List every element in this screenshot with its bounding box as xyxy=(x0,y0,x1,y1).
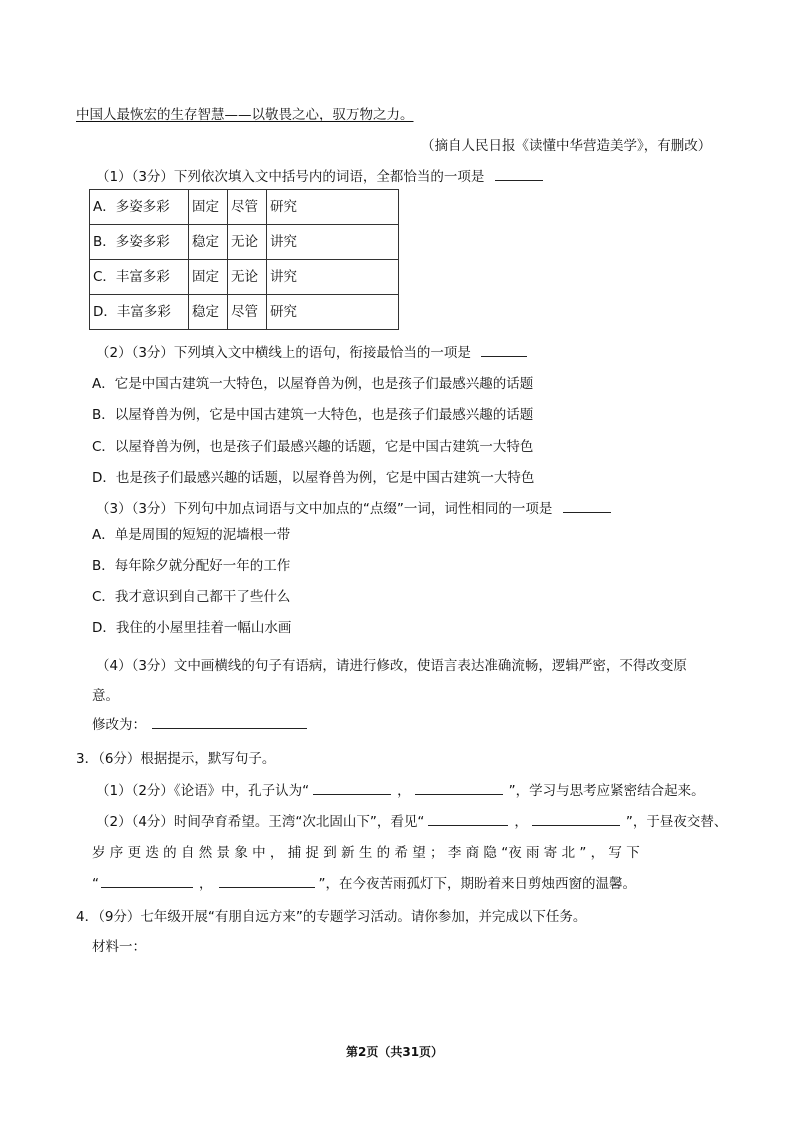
source-note: （摘自人民日报《读懂中华营造美学》，有删改） xyxy=(421,138,712,154)
blank-6 xyxy=(219,873,315,888)
fix-blank xyxy=(152,714,307,729)
q3-item2-line3 xyxy=(92,872,636,892)
q3-item2-line2: 岁 序 更 迭 的 自 然 景 象 中 ， 捕 捉 到 新 生 的 希 望 ； 李 商 隐 “夜 雨 寄 北 ” ， 写 下 xyxy=(92,845,640,861)
table-cell: 讲究 xyxy=(267,260,399,295)
table-cell: A．多姿多彩 xyxy=(90,190,189,225)
q2-2-prompt xyxy=(96,341,527,361)
q2-3-option-c: C．我才意识到自己都干了些什么 xyxy=(92,589,291,605)
table-cell: 讲究 xyxy=(267,225,399,260)
q3-item2-line1 xyxy=(96,810,727,830)
q3-item1-comma: ， xyxy=(397,783,411,799)
q3-item2-suffix: ”，于昼夜交替、 xyxy=(625,814,728,830)
table-cell: B．多姿多彩 xyxy=(90,225,189,260)
q3-item2-prefix: （2）（4分）时间孕育希望。王湾“次北固山下”，看见“ xyxy=(96,814,425,830)
table-row xyxy=(90,190,399,225)
table-row xyxy=(90,295,399,330)
table-cell: 无论 xyxy=(228,260,267,295)
q2-3-option-a: A．单是周围的短短的泥墙根一带 xyxy=(92,527,291,543)
q4-header: 4．（9分）七年级开展“有朋自远方来”的专题学习活动。请你参加，并完成以下任务。 xyxy=(76,909,587,925)
q3-item1-suffix: ”，学习与思考应紧密结合起来。 xyxy=(508,783,705,799)
q2-3-option-d: D．我住的小屋里挂着一幅山水画 xyxy=(92,620,292,636)
q2-2-prompt-text: （2）（3分）下列填入文中横线上的语句，衔接最恰当的一项是 xyxy=(96,345,471,361)
table-cell: C．丰富多彩 xyxy=(90,260,189,295)
q3-item2-line3-suffix: ”，在今夜苦雨孤灯下，期盼着来日剪烛西窗的温馨。 xyxy=(318,876,636,892)
table-cell: 无论 xyxy=(228,225,267,260)
fix-label: 修改为： xyxy=(92,717,146,733)
underlined-sentence: 中国人最恢宏的生存智慧——以敬畏之心，驭万物之力。 xyxy=(76,107,414,123)
blank-5 xyxy=(101,873,193,888)
table-cell: 研究 xyxy=(267,190,399,225)
q3-item2-comma2: ， xyxy=(199,876,213,892)
blank-3 xyxy=(428,811,508,826)
q3-item1-prefix: （1）（2分）《论语》中，孔子认为“ xyxy=(96,783,310,799)
q2-4-prompt-line2: 意。 xyxy=(92,688,119,704)
page-number: 第2页（共31页） xyxy=(346,1045,444,1059)
q3-item2-open-quote: “ xyxy=(92,876,99,892)
q2-2-option-d: D．也是孩子们最感兴趣的话题，以屋脊兽为例，它是中国古建筑一大特色 xyxy=(92,470,535,486)
q2-1-prompt-text: （1）（3分）下列依次填入文中括号内的词语，全都恰当的一项是 xyxy=(96,169,485,185)
table-cell: 尽管 xyxy=(228,190,267,225)
table-cell: 研究 xyxy=(267,295,399,330)
table-cell: 稳定 xyxy=(189,295,228,330)
blank-2 xyxy=(415,780,503,795)
q2-3-option-b: B．每年除夕就分配好一年的工作 xyxy=(92,558,291,574)
q2-4-prompt-line1: （4）（3分）文中画横线的句子有语病，请进行修改，使语言表达准确流畅，逻辑严密，不得改变原 xyxy=(96,658,687,674)
q2-3-prompt xyxy=(96,497,611,517)
material-label: 材料一： xyxy=(92,939,146,955)
answer-blank xyxy=(563,498,611,513)
q2-3-prompt-text: （3）（3分）下列句中加点词语与文中加点的“点缀”一词，词性相同的一项是 xyxy=(96,501,553,517)
blank-4 xyxy=(532,811,620,826)
q2-2-option-c: C．以屋脊兽为例，也是孩子们最感兴趣的话题，它是中国古建筑一大特色 xyxy=(92,439,534,455)
q3-item1 xyxy=(96,779,705,799)
table-cell: 固定 xyxy=(189,190,228,225)
q2-2-option-a: A．它是中国古建筑一大特色，以屋脊兽为例，也是孩子们最感兴趣的话题 xyxy=(92,376,534,392)
answer-blank xyxy=(495,166,543,181)
q3-header: 3．（6分）根据提示，默写句子。 xyxy=(76,751,276,767)
q2-1-prompt xyxy=(96,165,543,185)
table-cell: 稳定 xyxy=(189,225,228,260)
word-choice-table xyxy=(89,189,399,330)
table-row xyxy=(90,225,399,260)
blank-1 xyxy=(313,780,391,795)
q3-item2-comma: ， xyxy=(514,814,528,830)
table-cell: 固定 xyxy=(189,260,228,295)
q2-4-fix xyxy=(92,713,307,733)
table-row xyxy=(90,260,399,295)
q2-2-option-b: B．以屋脊兽为例，它是中国古建筑一大特色，也是孩子们最感兴趣的话题 xyxy=(92,407,534,423)
table-cell: 尽管 xyxy=(228,295,267,330)
answer-blank xyxy=(481,342,527,357)
table-cell: D．丰富多彩 xyxy=(90,295,189,330)
